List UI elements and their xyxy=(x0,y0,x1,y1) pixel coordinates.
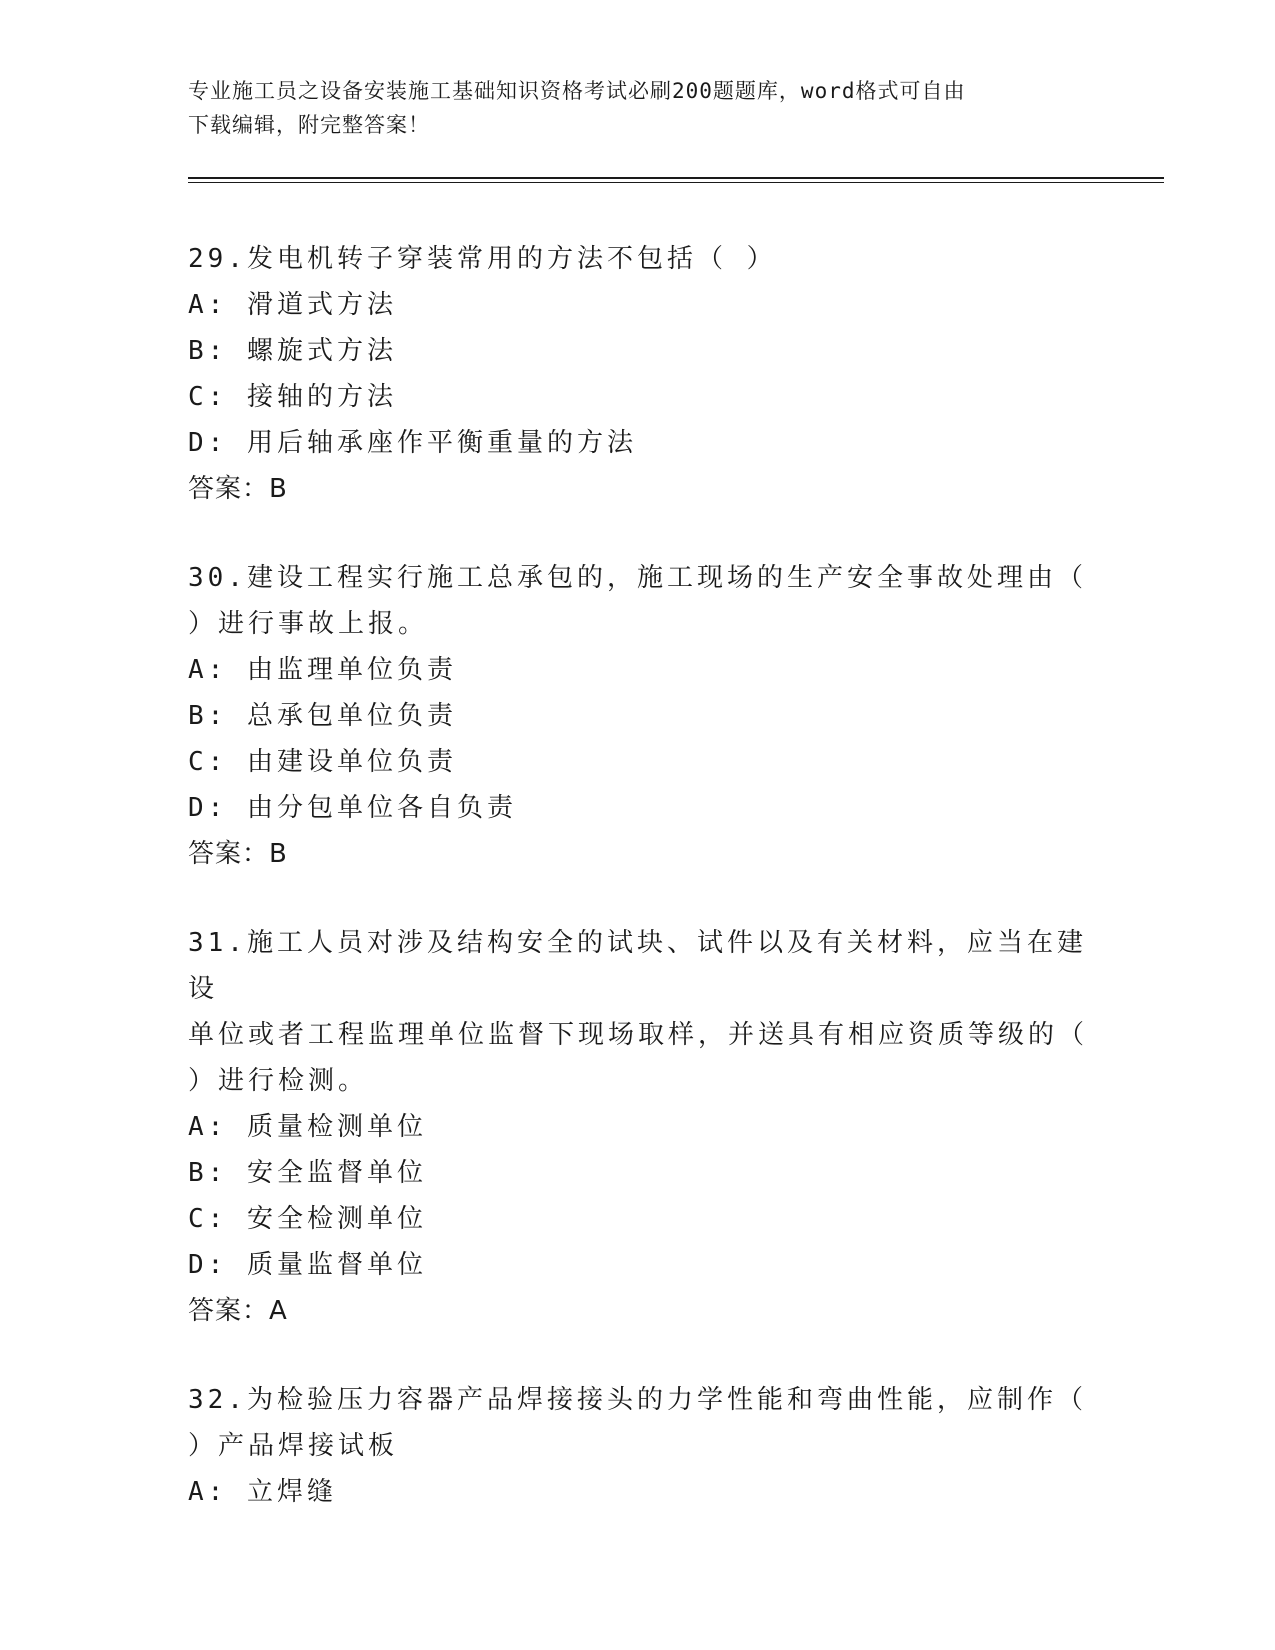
option-a: A: 立焊缝 xyxy=(188,1477,337,1507)
option-d: D: 用后轴承座作平衡重量的方法 xyxy=(188,428,637,458)
question-31 xyxy=(188,920,1088,1334)
answer: 答案：B xyxy=(188,839,288,869)
question-stem: 29.发电机转子穿装常用的方法不包括（ ） xyxy=(188,244,777,274)
option-a: A: 由监理单位负责 xyxy=(188,655,457,685)
question-stem-continued: 单位或者工程监理单位监督下现场取样，并送具有相应资质等级的（ xyxy=(188,1020,1089,1050)
header-line-1: 专业施工员之设备安装施工基础知识资格考试必刷200题题库，word格式可自由 xyxy=(188,79,966,103)
option-a: A: 滑道式方法 xyxy=(188,290,397,320)
question-stem: 31.施工人员对涉及结构安全的试块、试件以及有关材料，应当在建设 xyxy=(188,928,1087,1004)
option-b: B: 总承包单位负责 xyxy=(188,701,457,731)
header-divider-thin xyxy=(188,182,1164,183)
option-d: D: 质量监督单位 xyxy=(188,1250,427,1280)
question-stem: 32.为检验压力容器产品焊接接头的力学性能和弯曲性能，应制作（ xyxy=(188,1385,1087,1415)
answer: 答案：A xyxy=(188,1296,288,1326)
option-a: A: 质量检测单位 xyxy=(188,1112,427,1142)
question-29 xyxy=(188,236,1088,512)
question-stem-continued: ）进行检测。 xyxy=(188,1066,369,1096)
option-c: C: 接轴的方法 xyxy=(188,382,397,412)
question-stem-continued: ）产品焊接试板 xyxy=(188,1431,399,1461)
option-d: D: 由分包单位各自负责 xyxy=(188,793,517,823)
question-stem: 30.建设工程实行施工总承包的，施工现场的生产安全事故处理由（ xyxy=(188,563,1087,593)
question-30 xyxy=(188,555,1088,877)
document-header xyxy=(188,74,1088,142)
option-b: B: 安全监督单位 xyxy=(188,1158,427,1188)
option-c: C: 由建设单位负责 xyxy=(188,747,457,777)
answer: 答案：B xyxy=(188,474,288,504)
header-divider-thick xyxy=(188,177,1164,179)
option-c: C: 安全检测单位 xyxy=(188,1204,427,1234)
option-b: B: 螺旋式方法 xyxy=(188,336,397,366)
question-32 xyxy=(188,1377,1088,1515)
question-stem-continued: ）进行事故上报。 xyxy=(188,609,429,639)
header-line-2: 下载编辑，附完整答案！ xyxy=(188,113,430,137)
question-list xyxy=(188,236,1088,1558)
